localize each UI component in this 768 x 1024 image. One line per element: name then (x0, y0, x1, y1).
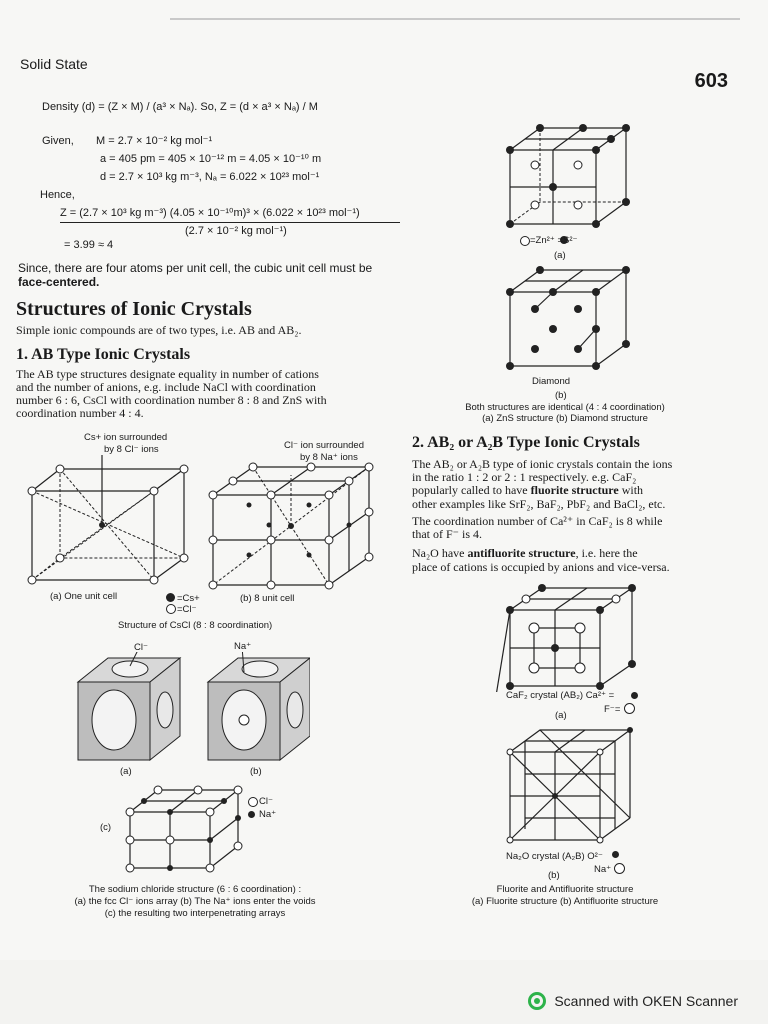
conclusion-line-2: face-centered. (18, 275, 100, 289)
cscl-legend-cl: =Cl⁻ (177, 604, 197, 615)
section-header: Solid State (20, 56, 88, 72)
fluorite-cap-a: (a) (555, 710, 567, 721)
fluorite-cap-b: (b) (548, 870, 560, 881)
cl-legend-icon-2 (248, 797, 258, 807)
diamond-diagram (500, 264, 650, 374)
given-label: Given, (42, 135, 74, 147)
ab2-text-3a: popularly called to have (412, 483, 531, 497)
cscl-callout-a: Cs+ ion surrounded (84, 432, 168, 443)
f-legend-icon (624, 703, 635, 714)
ab-text-2: and the number of anions, e.g. include NaCl with coordination (16, 380, 316, 394)
ab-type-title: 1. AB Type Ionic Crystals (16, 346, 191, 363)
ab2-antifluorite-term: antifluorite structure (467, 546, 576, 560)
section-intro: Simple ionic compounds are of two types, i.e. AB and AB₂. (16, 323, 302, 337)
nacl-cap-b: (b) (250, 766, 262, 777)
zns-legend: =Zn²⁺ =S²⁻ (530, 235, 578, 246)
ab2-text-4: other examples like SrF₂, BaF₂, PbF₂ and BaCl₂, etc. (412, 497, 666, 511)
na-legend-icon (248, 811, 255, 818)
z-result: = 3.99 ≈ 4 (64, 239, 114, 251)
ab2-text-7a: Na₂O have (412, 546, 468, 560)
conclusion-line-1: Since, there are four atoms per unit cell, the cubic unit cell must be (18, 261, 373, 275)
cs-legend-icon (166, 593, 175, 602)
cscl-diagram (14, 455, 404, 595)
given-a: a = 405 pm = 405 × 10⁻¹² m = 4.05 × 10⁻¹⁰ m (100, 153, 322, 165)
nacl-caption-1: The sodium chloride structure (6 : 6 coordination) : (88, 884, 302, 895)
na2o-label: Na₂O crystal (A₂B) O²⁻ (506, 851, 603, 862)
z-denominator: (2.7 × 10⁻² kg mol⁻¹) (185, 225, 287, 237)
cl-legend-icon (166, 604, 176, 614)
ab2-text-1: The AB₂ or A₂B type of ionic crystals contain the ions (412, 457, 673, 471)
nacl-caption-3: (c) the resulting two interpenetrating arrays (104, 908, 286, 919)
scanner-text: Scanned with OKEN Scanner (554, 993, 738, 1009)
zns-diagram (500, 120, 650, 232)
cscl-title: Structure of CsCl (8 : 8 coordination) (118, 620, 273, 631)
ab2-text-3c: with (618, 483, 644, 497)
fluorite-caption-1: Fluorite and Antifluorite structure (496, 884, 634, 895)
section-title: Structures of Ionic Crystals (16, 298, 252, 320)
ab-text-1: The AB type structures designate equality in number of cations (16, 367, 319, 381)
diamond-label: Diamond (532, 376, 571, 387)
f-label: F⁻= (604, 704, 621, 715)
o-legend-icon (612, 851, 619, 858)
fluorite-caption-2: (a) Fluorite structure (b) Antifluorite structure (471, 896, 659, 907)
ab2-text-2: in the ratio 1 : 2 or 2 : 1 respectively. e.g. CaF₂ (412, 470, 637, 484)
ca-legend-icon (631, 692, 638, 699)
top-rule (170, 18, 740, 20)
nacl-cap-c: (c) (100, 822, 112, 833)
scanner-watermark (528, 992, 738, 1010)
nacl-legend-na: Na⁺ (259, 809, 277, 820)
cscl-legend-cs: =Cs+ (177, 593, 200, 604)
zns-caption-1: Both structures are identical (4 : 4 coordination) (465, 402, 665, 413)
ab-text-3: number 6 : 6, CsCl with coordination number 8 : 8 and ZnS with (16, 393, 327, 407)
given-d: d = 2.7 × 10³ kg m⁻³, Nₐ = 6.022 × 10²³ mol⁻¹ (100, 171, 320, 183)
na-legend-icon-2 (614, 863, 625, 874)
hence-label: Hence, (40, 189, 75, 201)
nacl-caption-2: (a) the fcc Cl⁻ ions array (b) The Na⁺ ions enter the voids (74, 896, 316, 907)
cscl-callout-b: Cl⁻ ion surrounded (284, 440, 365, 451)
fluorite-diagram (496, 580, 656, 692)
nacl-legend-cl: Cl⁻ (259, 796, 273, 807)
ab2-text-3 (412, 484, 643, 498)
cscl-cap-a: (a) One unit cell (50, 591, 118, 602)
oken-logo-icon (528, 992, 546, 1010)
nacl-lattice-diagram (120, 782, 250, 874)
ab2-text-7c: , i.e. here the (575, 546, 638, 560)
nacl-label-cl: Cl⁻ (134, 642, 148, 653)
ab-text-4: coordination number 4 : 4. (16, 406, 144, 420)
density-formula: Density (d) = (Z × M) / (a³ × Nₐ). So, Z = (d × a³ × Nₐ) / M (42, 101, 318, 113)
ab2-text-6: that of F⁻ is 4. (412, 527, 483, 541)
zn-legend-icon (520, 236, 530, 246)
ab2-title: 2. AB₂ or A₂B Type Ionic Crystals (412, 434, 640, 451)
zns-caption-2: (a) ZnS structure (b) Diamond structure (482, 413, 648, 424)
na-label: Na⁺ (594, 864, 612, 875)
ab2-text-8: place of cations is occupied by anions and vice-versa. (412, 560, 670, 574)
zns-cap-b: (b) (555, 390, 567, 401)
cscl-callout-b2: by 8 Na⁺ ions (300, 452, 358, 463)
z-numerator: Z = (2.7 × 10³ kg m⁻³) (4.05 × 10⁻¹⁰m)³ × (6.022 × 10²³ mol⁻¹) (60, 206, 400, 223)
antifluorite-diagram (500, 722, 650, 848)
caf2-label: CaF₂ crystal (AB₂) Ca²⁺ = (506, 690, 615, 701)
cscl-cap-b: (b) 8 unit cell (240, 593, 295, 604)
ab2-text-5: The coordination number of Ca²⁺ in CaF₂ is 8 while (412, 514, 663, 528)
page-number: 603 (694, 70, 728, 92)
nacl-packing-diagram (70, 652, 310, 767)
nacl-cap-a: (a) (120, 766, 132, 777)
given-m: M = 2.7 × 10⁻² kg mol⁻¹ (96, 135, 213, 147)
ab2-text-7 (412, 547, 638, 561)
nacl-label-na: Na⁺ (234, 641, 252, 652)
cscl-callout-a2: by 8 Cl⁻ ions (104, 444, 159, 455)
zns-cap-a: (a) (554, 250, 566, 261)
ab2-fluorite-term: fluorite structure (530, 483, 619, 497)
